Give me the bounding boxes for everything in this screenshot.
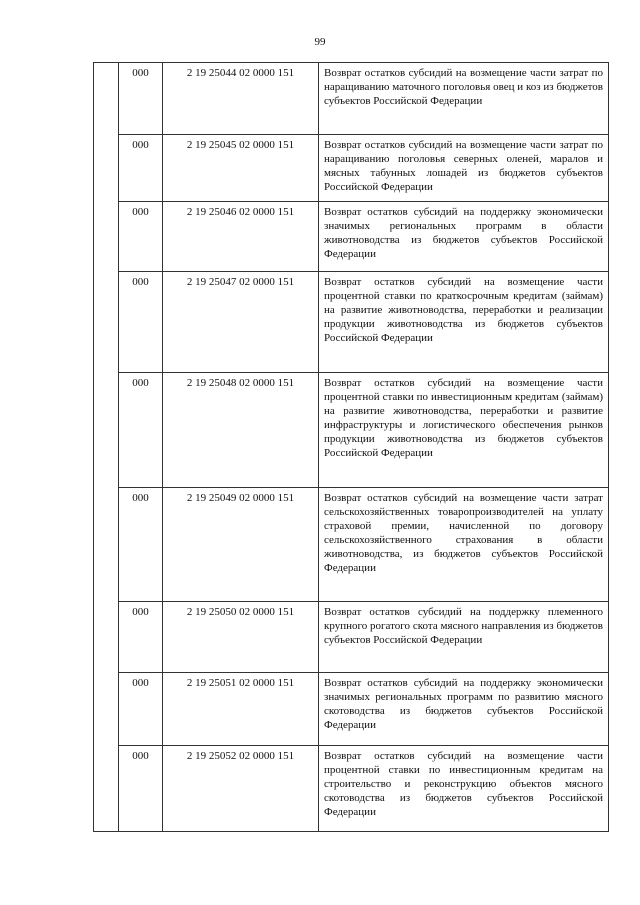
empty-first-column [94,63,119,832]
table-row [94,272,609,373]
description-cell: Возврат остатков субсидий на поддержку экономически значимых региональных программ по развитию мясного скотоводства из бюджетов субъектов Российской Федерации [319,673,609,746]
table-row [94,602,609,673]
table-row [94,135,609,202]
table-row [94,373,609,488]
admin-code-cell: 000 [119,488,163,602]
description-cell: Возврат остатков субсидий на возмещение части затрат сельскохозяйственных товаропроизводителей на уплату страховой премии, начисленной по договору сельскохозяйственного страхования в области животноводства, из бюджетов субъектов Российской Федерации [319,488,609,602]
admin-code-cell: 000 [119,272,163,373]
kbk-code-cell: 2 19 25049 02 0000 151 [163,488,319,602]
kbk-code-cell: 2 19 25045 02 0000 151 [163,135,319,202]
page-number: 99 [314,36,326,48]
admin-code-cell: 000 [119,746,163,832]
description-cell: Возврат остатков субсидий на поддержку экономически значимых региональных программ в области животноводства из бюджетов субъектов Российской Федерации [319,202,609,272]
kbk-code-cell: 2 19 25047 02 0000 151 [163,272,319,373]
description-cell: Возврат остатков субсидий на поддержку племенного крупного рогатого скота мясного направления из бюджетов субъектов Российской Федерации [319,602,609,673]
kbk-code-cell: 2 19 25051 02 0000 151 [163,673,319,746]
admin-code-cell: 000 [119,63,163,135]
admin-code-cell: 000 [119,135,163,202]
table-row [94,673,609,746]
description-cell: Возврат остатков субсидий на возмещение части затрат по наращиванию поголовья северных оленей, маралов и мясных табунных лошадей из бюджетов субъектов Российской Федерации [319,135,609,202]
admin-code-cell: 000 [119,602,163,673]
kbk-code-cell: 2 19 25048 02 0000 151 [163,373,319,488]
table-row [94,488,609,602]
description-cell: Возврат остатков субсидий на возмещение части затрат по наращиванию маточного поголовья овец и коз из бюджетов субъектов Российской Федерации [319,63,609,135]
table-row [94,746,609,832]
kbk-code-cell: 2 19 25046 02 0000 151 [163,202,319,272]
admin-code-cell: 000 [119,202,163,272]
admin-code-cell: 000 [119,373,163,488]
description-cell: Возврат остатков субсидий на возмещение части процентной ставки по инвестиционным кредитам (займам) на развитие животноводства, переработки и развитие инфраструктуры и логистического обеспечения рынков продукции животноводства из бюджетов субъектов Российской Федерации [319,373,609,488]
admin-code-cell: 000 [119,673,163,746]
kbk-code-cell: 2 19 25052 02 0000 151 [163,746,319,832]
description-cell: Возврат остатков субсидий на возмещение части процентной ставки по краткосрочным кредитам (займам) на развитие животноводства, переработки и реализации продукции животноводства из бюджетов субъектов Российской Федерации [319,272,609,373]
budget-codes-table [93,62,609,832]
kbk-code-cell: 2 19 25050 02 0000 151 [163,602,319,673]
table-row [94,202,609,272]
kbk-code-cell: 2 19 25044 02 0000 151 [163,63,319,135]
table-row [94,63,609,135]
description-cell: Возврат остатков субсидий на возмещение части процентной ставки по инвестиционным кредитам на строительство и реконструкцию объектов мясного скотоводства из бюджетов субъектов Российской Федерации [319,746,609,832]
